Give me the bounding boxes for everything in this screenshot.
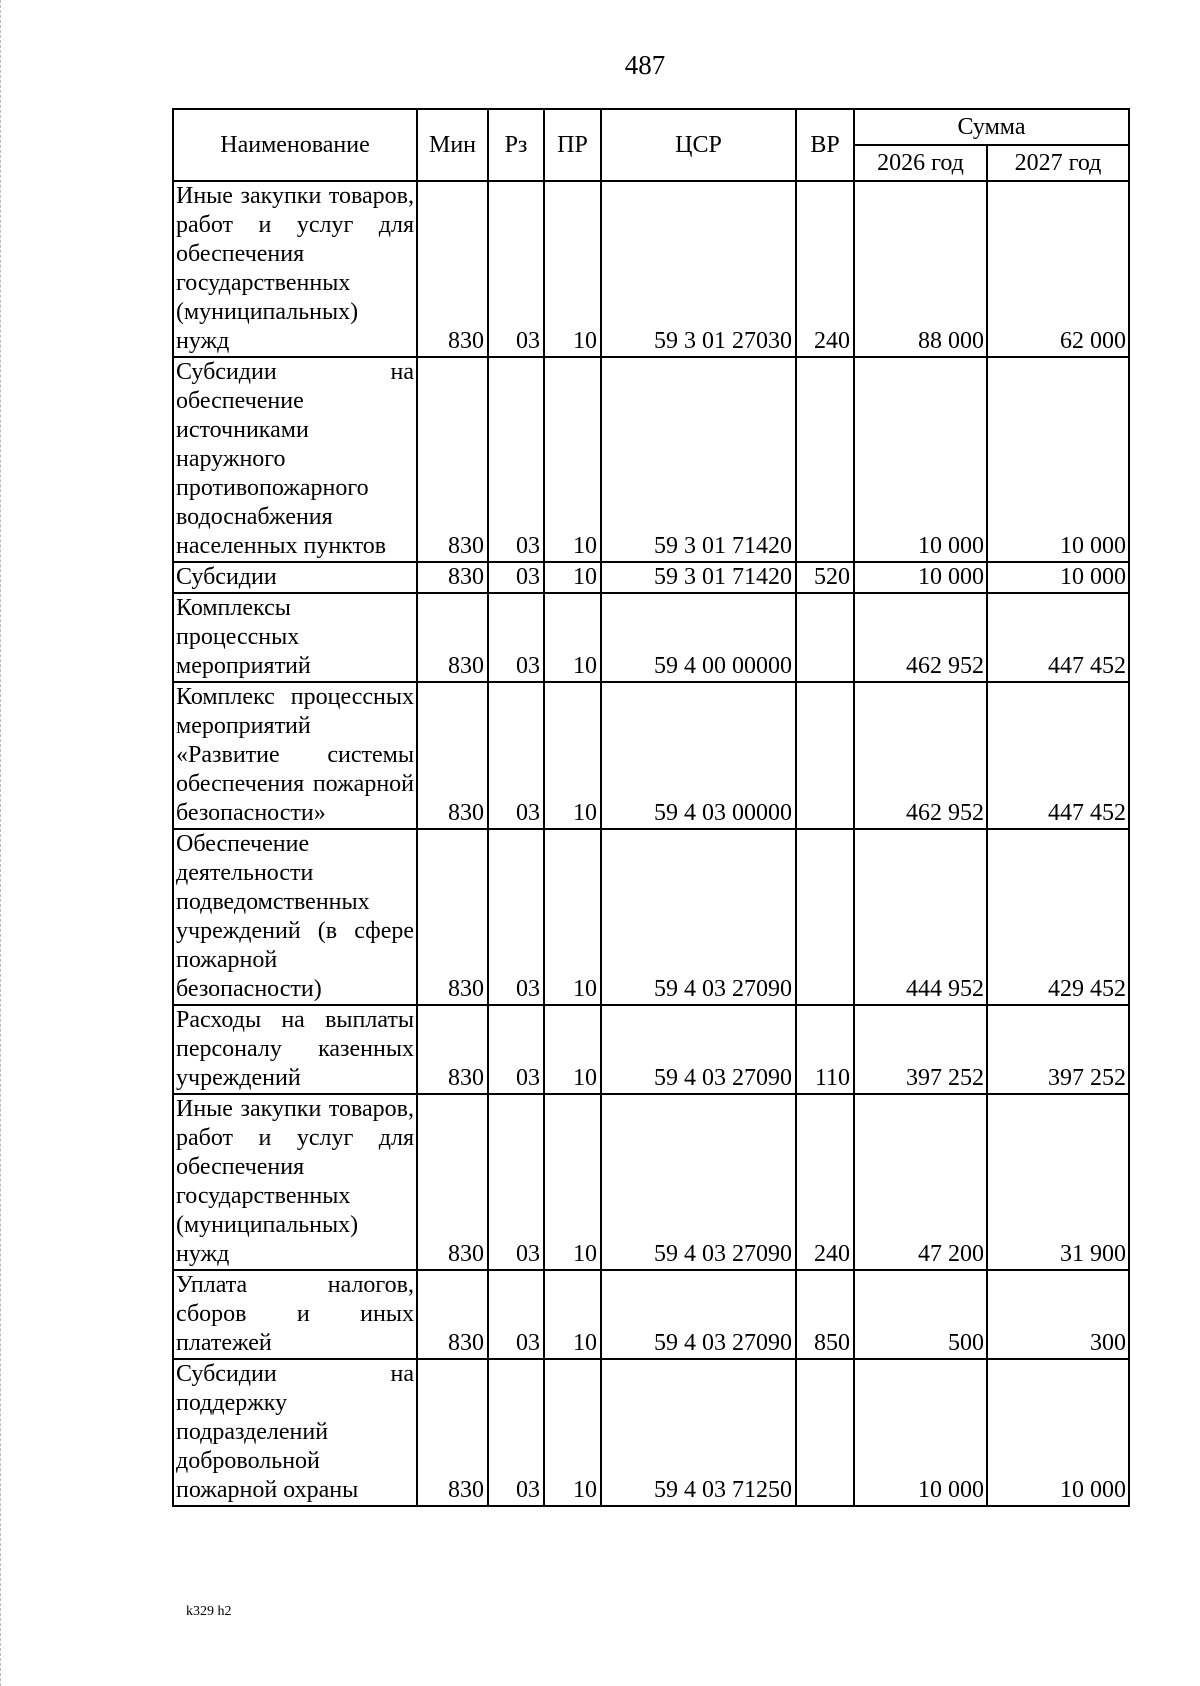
header-year-2026: 2026 год (854, 145, 987, 181)
cell-name: Обеспечение деятельности подведомственных учреждений (в сфере пожарной безопасности) (173, 829, 417, 1005)
cell-csr: 59 4 03 71250 (601, 1359, 796, 1506)
cell-rz: 03 (488, 593, 544, 682)
cell-sum-2026: 10 000 (854, 1359, 987, 1506)
cell-rz: 03 (488, 682, 544, 829)
table-row (173, 593, 1129, 682)
cell-csr: 59 4 03 27090 (601, 1005, 796, 1094)
cell-vr: 240 (796, 1094, 854, 1270)
cell-pr: 10 (544, 682, 601, 829)
cell-csr: 59 4 00 00000 (601, 593, 796, 682)
page-number: 487 (624, 50, 666, 80)
cell-csr: 59 4 03 27090 (601, 829, 796, 1005)
cell-name: Комплексы процессных мероприятий (173, 593, 417, 682)
cell-pr: 10 (544, 1005, 601, 1094)
header-sum: Сумма (854, 109, 1129, 145)
cell-sum-2027: 429 452 (987, 829, 1129, 1005)
cell-sum-2026: 500 (854, 1270, 987, 1359)
scan-margin-line (0, 0, 2, 1686)
cell-vr: 240 (796, 181, 854, 357)
cell-min: 830 (417, 593, 488, 682)
cell-pr: 10 (544, 829, 601, 1005)
budget-table (172, 108, 1130, 1507)
cell-rz: 03 (488, 562, 544, 593)
cell-pr: 10 (544, 593, 601, 682)
cell-min: 830 (417, 829, 488, 1005)
cell-vr (796, 829, 854, 1005)
cell-sum-2027: 10 000 (987, 562, 1129, 593)
cell-sum-2027: 31 900 (987, 1094, 1129, 1270)
cell-min: 830 (417, 1270, 488, 1359)
cell-sum-2027: 397 252 (987, 1005, 1129, 1094)
cell-name: Расходы на выплаты персоналу казенных учреждений (173, 1005, 417, 1094)
cell-rz: 03 (488, 1005, 544, 1094)
cell-csr: 59 3 01 27030 (601, 181, 796, 357)
table-row (173, 1094, 1129, 1270)
cell-csr: 59 4 03 00000 (601, 682, 796, 829)
table-row (173, 562, 1129, 593)
cell-min: 830 (417, 1005, 488, 1094)
cell-vr (796, 1359, 854, 1506)
cell-sum-2026: 10 000 (854, 562, 987, 593)
cell-min: 830 (417, 357, 488, 562)
header-csr: ЦСР (601, 109, 796, 181)
header-min: Мин (417, 109, 488, 181)
cell-name: Субсидии на поддержку подразделений добровольной пожарной охраны (173, 1359, 417, 1506)
table-row (173, 682, 1129, 829)
cell-sum-2027: 300 (987, 1270, 1129, 1359)
table-row (173, 829, 1129, 1005)
cell-rz: 03 (488, 1270, 544, 1359)
table-row (173, 181, 1129, 357)
header-name: Наименование (173, 109, 417, 181)
cell-min: 830 (417, 562, 488, 593)
cell-sum-2026: 88 000 (854, 181, 987, 357)
cell-min: 830 (417, 1359, 488, 1506)
cell-sum-2027: 10 000 (987, 1359, 1129, 1506)
header-year-2027: 2027 год (987, 145, 1129, 181)
cell-sum-2026: 462 952 (854, 682, 987, 829)
cell-rz: 03 (488, 1094, 544, 1270)
cell-sum-2026: 47 200 (854, 1094, 987, 1270)
cell-name: Уплата налогов, сборов и иных платежей (173, 1270, 417, 1359)
cell-sum-2027: 447 452 (987, 682, 1129, 829)
cell-pr: 10 (544, 357, 601, 562)
cell-csr: 59 4 03 27090 (601, 1094, 796, 1270)
cell-sum-2026: 397 252 (854, 1005, 987, 1094)
table-row (173, 1270, 1129, 1359)
table-row (173, 1005, 1129, 1094)
cell-name: Иные закупки товаров, работ и услуг для обеспечения государственных (муниципальных) нужд (173, 1094, 417, 1270)
cell-sum-2027: 62 000 (987, 181, 1129, 357)
header-vr: ВР (796, 109, 854, 181)
cell-vr: 520 (796, 562, 854, 593)
cell-pr: 10 (544, 1359, 601, 1506)
table-row (173, 1359, 1129, 1506)
cell-sum-2027: 447 452 (987, 593, 1129, 682)
cell-sum-2027: 10 000 (987, 357, 1129, 562)
header-pr: ПР (544, 109, 601, 181)
cell-name: Комплекс процессных мероприятий «Развитие системы обеспечения пожарной безопасности» (173, 682, 417, 829)
header-rz: Рз (488, 109, 544, 181)
cell-min: 830 (417, 1094, 488, 1270)
cell-pr: 10 (544, 1094, 601, 1270)
cell-rz: 03 (488, 1359, 544, 1506)
cell-vr (796, 593, 854, 682)
cell-min: 830 (417, 181, 488, 357)
cell-rz: 03 (488, 829, 544, 1005)
cell-pr: 10 (544, 1270, 601, 1359)
cell-vr: 850 (796, 1270, 854, 1359)
cell-vr (796, 357, 854, 562)
cell-sum-2026: 10 000 (854, 357, 987, 562)
cell-csr: 59 3 01 71420 (601, 562, 796, 593)
cell-name: Иные закупки товаров, работ и услуг для обеспечения государственных (муниципальных) нужд (173, 181, 417, 357)
cell-name: Субсидии (173, 562, 417, 593)
cell-vr: 110 (796, 1005, 854, 1094)
cell-sum-2026: 462 952 (854, 593, 987, 682)
table-header (173, 109, 1129, 181)
footer-code: k329 h2 (186, 1604, 232, 1619)
table-row (173, 357, 1129, 562)
cell-min: 830 (417, 682, 488, 829)
cell-rz: 03 (488, 357, 544, 562)
cell-csr: 59 4 03 27090 (601, 1270, 796, 1359)
cell-name: Субсидии на обеспечение источниками наружного противопожарного водоснабжения населенных пунктов (173, 357, 417, 562)
cell-pr: 10 (544, 181, 601, 357)
cell-rz: 03 (488, 181, 544, 357)
table-body (173, 181, 1129, 1506)
cell-sum-2026: 444 952 (854, 829, 987, 1005)
cell-pr: 10 (544, 562, 601, 593)
cell-csr: 59 3 01 71420 (601, 357, 796, 562)
cell-vr (796, 682, 854, 829)
